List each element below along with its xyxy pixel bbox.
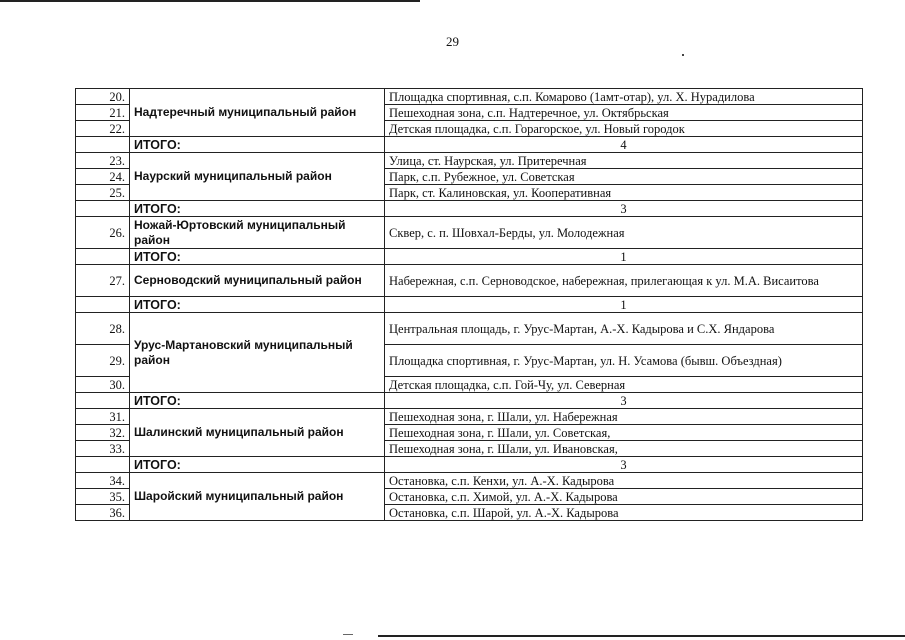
row-number: 26.: [76, 217, 130, 249]
total-label: ИТОГО:: [130, 249, 385, 265]
bottom-mark: [343, 634, 353, 635]
registry-table: [75, 88, 863, 521]
object-description: Площадка спортивная, г. Урус-Мартан, ул. Н. Усамова (бывш. Объездная): [385, 345, 863, 377]
row-number: 23.: [76, 153, 130, 169]
registry-table-body: [76, 89, 863, 521]
row-number: 30.: [76, 377, 130, 393]
district-name: Шалинский муниципальный район: [130, 409, 385, 457]
table-row: [76, 313, 863, 345]
total-number-cell: [76, 457, 130, 473]
district-name: Шаройский муниципальный район: [130, 473, 385, 521]
bottom-rule: [378, 635, 905, 637]
total-number-cell: [76, 137, 130, 153]
table-row: [76, 153, 863, 169]
total-number-cell: [76, 249, 130, 265]
object-description: Остановка, с.п. Химой, ул. А.-Х. Кадырова: [385, 489, 863, 505]
object-description: Пешеходная зона, г. Шали, ул. Ивановская,: [385, 441, 863, 457]
object-description: Набережная, с.п. Серноводское, набережная, прилегающая к ул. М.А. Висаитова: [385, 265, 863, 297]
object-description: Парк, с.п. Рубежное, ул. Советская: [385, 169, 863, 185]
total-number-cell: [76, 297, 130, 313]
table-row: [76, 217, 863, 249]
total-label: ИТОГО:: [130, 457, 385, 473]
object-description: Сквер, с. п. Шовхал-Берды, ул. Молодежная: [385, 217, 863, 249]
top-rule: [0, 0, 420, 2]
total-value: 1: [385, 297, 863, 313]
page-number: 29: [446, 34, 459, 49]
object-description: Остановка, с.п. Шарой, ул. А.-Х. Кадырова: [385, 505, 863, 521]
district-name: Урус-Мартановский муниципальный район: [130, 313, 385, 393]
total-value: 3: [385, 457, 863, 473]
object-description: Детская площадка, с.п. Горагорское, ул. Новый городок: [385, 121, 863, 137]
row-number: 20.: [76, 89, 130, 105]
object-description: Улица, ст. Наурская, ул. Притеречная: [385, 153, 863, 169]
total-label: ИТОГО:: [130, 201, 385, 217]
object-description: Центральная площадь, г. Урус-Мартан, А.-Х. Кадырова и С.Х. Яндарова: [385, 313, 863, 345]
total-label: ИТОГО:: [130, 393, 385, 409]
row-number: 31.: [76, 409, 130, 425]
total-row: [76, 457, 863, 473]
row-number: 29.: [76, 345, 130, 377]
object-description: Пешеходная зона, г. Шали, ул. Набережная: [385, 409, 863, 425]
table-row: [76, 473, 863, 489]
total-row: [76, 201, 863, 217]
district-name: Надтеречный муниципальный район: [130, 89, 385, 137]
object-description: Пешеходная зона, с.п. Надтеречное, ул. Октябрьская: [385, 105, 863, 121]
object-description: Остановка, с.п. Кенхи, ул. А.-Х. Кадырова: [385, 473, 863, 489]
district-name: Наурский муниципальный район: [130, 153, 385, 201]
row-number: 27.: [76, 265, 130, 297]
total-label: ИТОГО:: [130, 137, 385, 153]
row-number: 33.: [76, 441, 130, 457]
object-description: Площадка спортивная, с.п. Комарово (1амт-отар), ул. Х. Нурадилова: [385, 89, 863, 105]
table-row: [76, 265, 863, 297]
row-number: 28.: [76, 313, 130, 345]
row-number: 24.: [76, 169, 130, 185]
total-row: [76, 297, 863, 313]
total-value: 3: [385, 201, 863, 217]
row-number: 34.: [76, 473, 130, 489]
row-number: 35.: [76, 489, 130, 505]
district-name: Серноводский муниципальный район: [130, 265, 385, 297]
object-description: Пешеходная зона, г. Шали, ул. Советская,: [385, 425, 863, 441]
total-number-cell: [76, 201, 130, 217]
row-number: 32.: [76, 425, 130, 441]
object-description: Парк, ст. Калиновская, ул. Кооперативная: [385, 185, 863, 201]
row-number: 21.: [76, 105, 130, 121]
row-number: 25.: [76, 185, 130, 201]
total-value: 4: [385, 137, 863, 153]
total-number-cell: [76, 393, 130, 409]
table-row: [76, 89, 863, 105]
total-row: [76, 249, 863, 265]
total-row: [76, 393, 863, 409]
object-description: Детская площадка, с.п. Гой-Чу, ул. Северная: [385, 377, 863, 393]
total-label: ИТОГО:: [130, 297, 385, 313]
total-row: [76, 137, 863, 153]
table-row: [76, 409, 863, 425]
district-name: Ножай-Юртовский муниципальный район: [130, 217, 385, 249]
total-value: 1: [385, 249, 863, 265]
total-value: 3: [385, 393, 863, 409]
row-number: 36.: [76, 505, 130, 521]
row-number: 22.: [76, 121, 130, 137]
scan-speck: [682, 54, 684, 56]
